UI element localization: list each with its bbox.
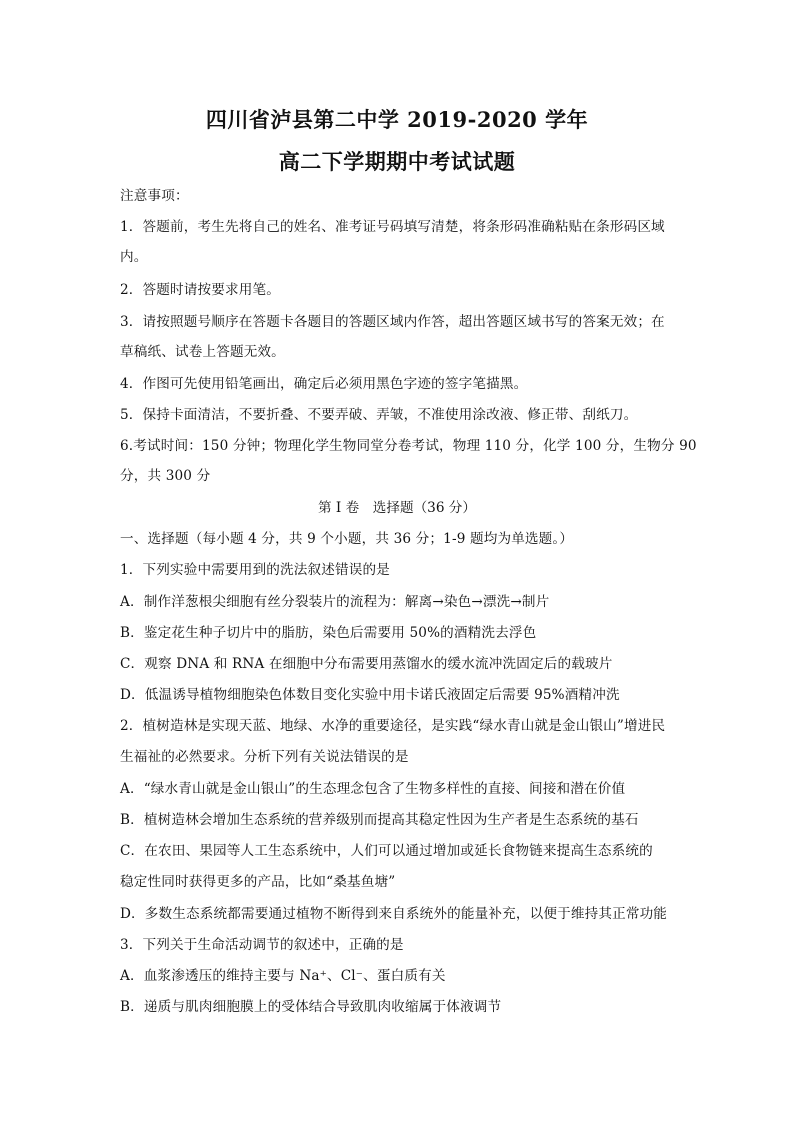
- question-line: 稳定性同时获得更多的产品，比如“桑基鱼塘”: [120, 874, 396, 890]
- question-line: 生福祉的必然要求。分析下列有关说法错误的是: [120, 749, 409, 765]
- notice-line: 分，共 300 分: [120, 468, 211, 484]
- question-line: B．鉴定花生种子切片中的脂肪，染色后需要用 50%的酒精洗去浮色: [120, 625, 537, 641]
- section-title: 第 I 卷 选择题（36 分）: [318, 500, 476, 516]
- question-line: D．多数生态系统都需要通过植物不断得到来自系统外的能量补充，以便于维持其正常功能: [120, 906, 668, 922]
- notice-line: 4．作图可先使用铅笔画出，确定后必须用黑色字迹的签字笔描黑。: [120, 376, 528, 392]
- question-line: B．植树造林会增加生态系统的营养级别而提高其稳定性因为生产者是生态系统的基石: [120, 812, 639, 828]
- notice-line: 内。: [120, 249, 148, 265]
- question-line: 1．下列实验中需要用到的洗法叙述错误的是: [120, 562, 390, 578]
- question-line: D．低温诱导植物细胞染色体数目变化实验中用卡诺氏液固定后需要 95%酒精冲洗: [120, 687, 620, 703]
- question-line: A．“绿水青山就是金山银山”的生态理念包含了生物多样性的直接、间接和潜在价值: [120, 781, 626, 797]
- notice-heading: 注意事项：: [120, 188, 189, 204]
- notice-line: 2．答题时请按要求用笔。: [120, 282, 280, 298]
- question-line: 2．植树造林是实现天蓝、地绿、水净的重要途径，是实践“绿水青山就是金山银山”增进民: [120, 718, 666, 734]
- question-line: 3．下列关于生命活动调节的叙述中，正确的是: [120, 937, 404, 953]
- notice-line: 6.考试时间：150 分钟；物理化学生物同堂分卷考试，物理 110 分，化学 100 分，生物分 90: [120, 438, 697, 454]
- question-line: A．血浆渗透压的维持主要与 Na⁺、Cl⁻、蛋白质有关: [120, 968, 446, 984]
- question-line: C．在农田、果园等人工生态系统中，人们可以通过增加或延长食物链来提高生态系统的: [120, 843, 653, 859]
- notice-line: 5．保持卡面清洁，不要折叠、不要弄破、弄皱，不准使用涂改液、修正带、刮纸刀。: [120, 407, 638, 423]
- question-line: A．制作洋葱根尖细胞有丝分裂装片的流程为：解离→染色→漂洗→制片: [120, 594, 550, 610]
- exam-title-line1: 四川省泸县第二中学 2019-2020 学年: [205, 107, 589, 132]
- notice-line: 1．答题前，考生先将自己的姓名、准考证号码填写清楚，将条形码准确粘贴在条形码区域: [120, 219, 665, 235]
- notice-line: 草稿纸、试卷上答题无效。: [120, 344, 285, 360]
- section-instruction: 一、选择题（每小题 4 分，共 9 个小题，共 36 分；1-9 题均为单选题。）: [120, 531, 574, 547]
- question-line: C．观察 DNA 和 RNA 在细胞中分布需要用蒸馏水的缓水流冲洗固定后的载玻片: [120, 656, 613, 672]
- exam-title-line2: 高二下学期期中考试试题: [278, 149, 516, 174]
- question-line: B．递质与肌肉细胞膜上的受体结合导致肌肉收缩属于体液调节: [120, 999, 502, 1015]
- notice-line: 3．请按照题号顺序在答题卡各题目的答题区域内作答，超出答题区域书写的答案无效；在: [120, 314, 665, 330]
